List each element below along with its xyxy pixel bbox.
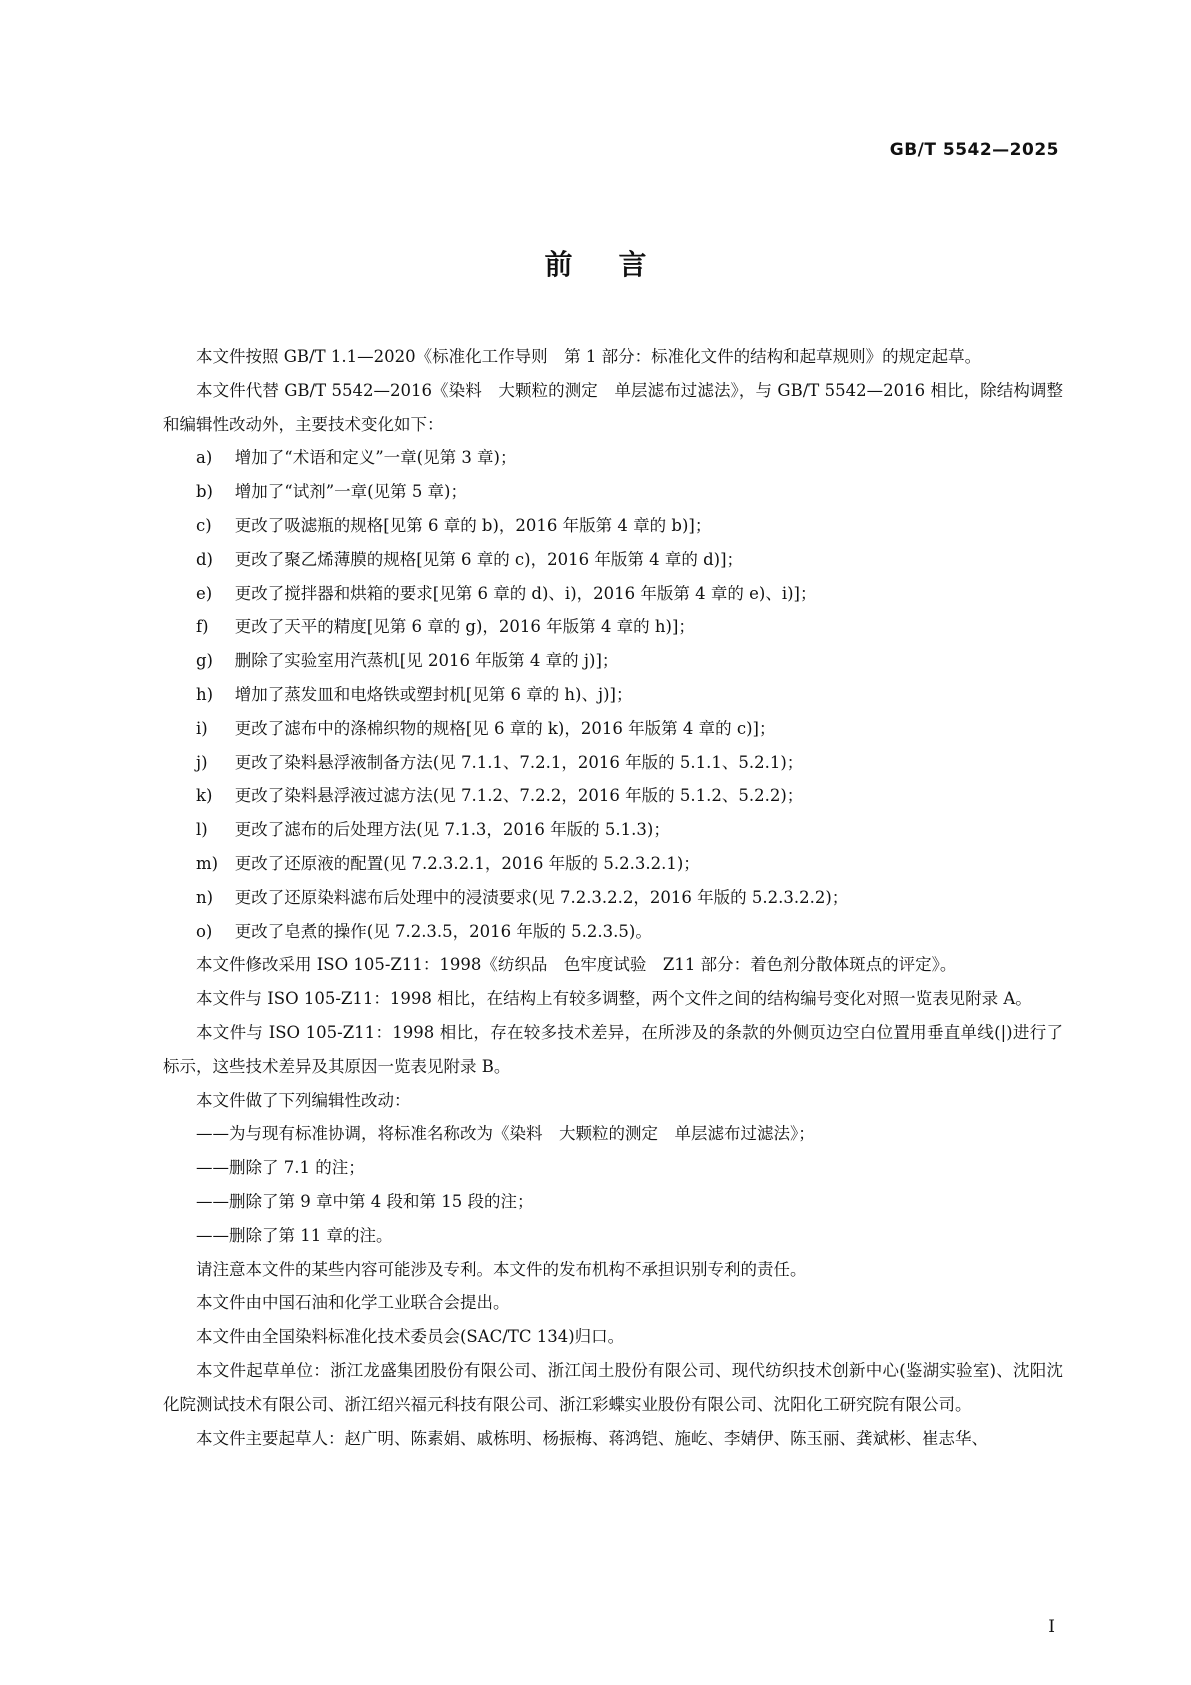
editorial-change-item: ——为与现有标准协调，将标准名称改为《染料 大颗粒的测定 单层滤布过滤法》； bbox=[196, 1124, 815, 1144]
list-item-label: d) bbox=[196, 549, 213, 569]
list-item-text: 更改了染料悬浮液过滤方法(见 7.1.2、7.2.2，2016 年版的 5.1.2、5.2.2)； bbox=[234, 786, 804, 806]
list-item-text: 增加了“试剂”一章(见第 5 章)； bbox=[234, 482, 467, 502]
list-item-text: 更改了吸滤瓶的规格[见第 6 章的 b)，2016 年版第 4 章的 b)]； bbox=[234, 515, 712, 535]
list-item bbox=[163, 678, 1063, 712]
list-item bbox=[163, 475, 1063, 509]
editorial-change-item: ——删除了 7.1 的注； bbox=[196, 1158, 365, 1178]
list-item-label: o) bbox=[196, 921, 213, 941]
list-item-label: b) bbox=[196, 482, 213, 502]
list-item-label: l) bbox=[196, 820, 208, 840]
preface-body bbox=[163, 340, 1063, 1455]
list-item-label: f) bbox=[196, 617, 209, 637]
list-item-text: 更改了滤布中的涤棉织物的规格[见 6 章的 k)，2016 年版第 4 章的 c)]； bbox=[234, 718, 776, 738]
list-item-text: 更改了聚乙烯薄膜的规格[见第 6 章的 c)，2016 年版第 4 章的 d)]； bbox=[234, 549, 744, 569]
list-item bbox=[163, 509, 1063, 543]
list-item bbox=[163, 644, 1063, 678]
list-item-label: m) bbox=[196, 853, 219, 873]
editorial-change-item: ——删除了第 11 章的注。 bbox=[196, 1225, 393, 1245]
list-item-label: i) bbox=[196, 718, 208, 738]
list-item-text: 更改了天平的精度[见第 6 章的 g)，2016 年版第 4 章的 h)]； bbox=[234, 617, 695, 637]
paragraph-drafters: 本文件主要起草人：赵广明、陈素娟、戚栋明、杨振梅、蒋鸿铠、施屹、李婧伊、陈玉丽、龚斌彬、崔志华、 bbox=[196, 1428, 988, 1448]
list-item bbox=[163, 915, 1063, 949]
list-item bbox=[163, 779, 1063, 813]
list-item bbox=[163, 441, 1063, 475]
paragraph-adoption: 本文件修改采用 ISO 105-Z11：1998《纺织品 色牢度试验 Z11 部分：着色剂分散体斑点的评定》。 bbox=[196, 955, 957, 975]
list-item-label: n) bbox=[196, 887, 214, 907]
editorial-change-item: ——删除了第 9 章中第 4 段和第 15 段的注； bbox=[196, 1191, 534, 1211]
paragraph-replacement: 本文件代替 GB/T 5542—2016《染料 大颗粒的测定 单层滤布过滤法》，与 GB/T 5542—2016 相比，除结构调整和编辑性改动外，主要技术变化如下： bbox=[163, 380, 1063, 434]
list-item-text: 更改了搅拌器和烘箱的要求[见第 6 章的 d)、i)，2016 年版第 4 章的 e)、i)]； bbox=[234, 583, 817, 603]
paragraph-technical-differences: 本文件与 ISO 105-Z11：1998 相比，存在较多技术差异，在所涉及的条款的外侧页边空白位置用垂直单线(|)进行了标示，这些技术差异及其原因一览表见附录 B。 bbox=[163, 1022, 1063, 1076]
list-item bbox=[163, 577, 1063, 611]
list-item-text: 删除了实验室用汽蒸机[见 2016 年版第 4 章的 j)]； bbox=[234, 651, 619, 671]
paragraph-proposer: 本文件由中国石油和化学工业联合会提出。 bbox=[196, 1293, 510, 1313]
list-item-text: 更改了还原染料滤布后处理中的浸渍要求(见 7.2.3.2.2，2016 年版的 5.2.3.2.2)； bbox=[234, 887, 849, 907]
paragraph-structure-comparison: 本文件与 ISO 105-Z11：1998 相比，在结构上有较多调整，两个文件之间的结构编号变化对照一览表见附录 A。 bbox=[196, 989, 1032, 1009]
list-item bbox=[163, 847, 1063, 881]
page-title: 前言 bbox=[544, 248, 693, 281]
list-item-label: h) bbox=[196, 684, 214, 704]
list-item bbox=[163, 881, 1063, 915]
list-item-text: 更改了还原液的配置(见 7.2.3.2.1，2016 年版的 5.2.3.2.1)； bbox=[234, 853, 700, 873]
list-item-label: c) bbox=[196, 515, 212, 535]
paragraph-drafting-organizations: 本文件起草单位：浙江龙盛集团股份有限公司、浙江闰土股份有限公司、现代纺织技术创新中心(鉴湖实验室)、沈阳沈化院测试技术有限公司、浙江绍兴福元科技有限公司、浙江彩蝶实业股份有限公司、沈阳化工研究院有限公司。 bbox=[163, 1360, 1063, 1414]
paragraph-drafting-basis: 本文件按照 GB/T 1.1—2020《标准化工作导则 第 1 部分：标准化文件的结构和起草规则》的规定起草。 bbox=[196, 347, 982, 366]
paragraph-technical-committee: 本文件由全国染料标准化技术委员会(SAC/TC 134)归口。 bbox=[196, 1327, 625, 1347]
list-item-label: g) bbox=[196, 651, 213, 671]
list-item bbox=[163, 813, 1063, 847]
standard-number: GB/T 5542—2025 bbox=[889, 140, 1059, 160]
paragraph-patent-notice: 请注意本文件的某些内容可能涉及专利。本文件的发布机构不承担识别专利的责任。 bbox=[196, 1259, 807, 1279]
list-item-label: e) bbox=[196, 583, 213, 603]
list-item bbox=[163, 712, 1063, 746]
list-item-text: 更改了皂煮的操作(见 7.2.3.5，2016 年版的 5.2.3.5)。 bbox=[234, 921, 652, 941]
list-item bbox=[163, 746, 1063, 780]
list-item-label: j) bbox=[196, 752, 208, 772]
list-item-text: 增加了蒸发皿和电烙铁或塑封机[见第 6 章的 h)、j)]； bbox=[234, 684, 633, 704]
list-item bbox=[163, 610, 1063, 644]
list-item-text: 更改了染料悬浮液制备方法(见 7.1.1、7.2.1，2016 年版的 5.1.1、5.2.1)； bbox=[234, 752, 804, 772]
paragraph-editorial-intro: 本文件做了下列编辑性改动： bbox=[196, 1090, 411, 1110]
list-item bbox=[163, 543, 1063, 577]
page-number: I bbox=[1048, 1617, 1055, 1637]
list-item-text: 更改了滤布的后处理方法(见 7.1.3，2016 年版的 5.1.3)； bbox=[234, 820, 670, 840]
list-item-text: 增加了“术语和定义”一章(见第 3 章)； bbox=[234, 448, 517, 468]
list-item-label: k) bbox=[196, 786, 213, 806]
list-item-label: a) bbox=[196, 448, 213, 468]
